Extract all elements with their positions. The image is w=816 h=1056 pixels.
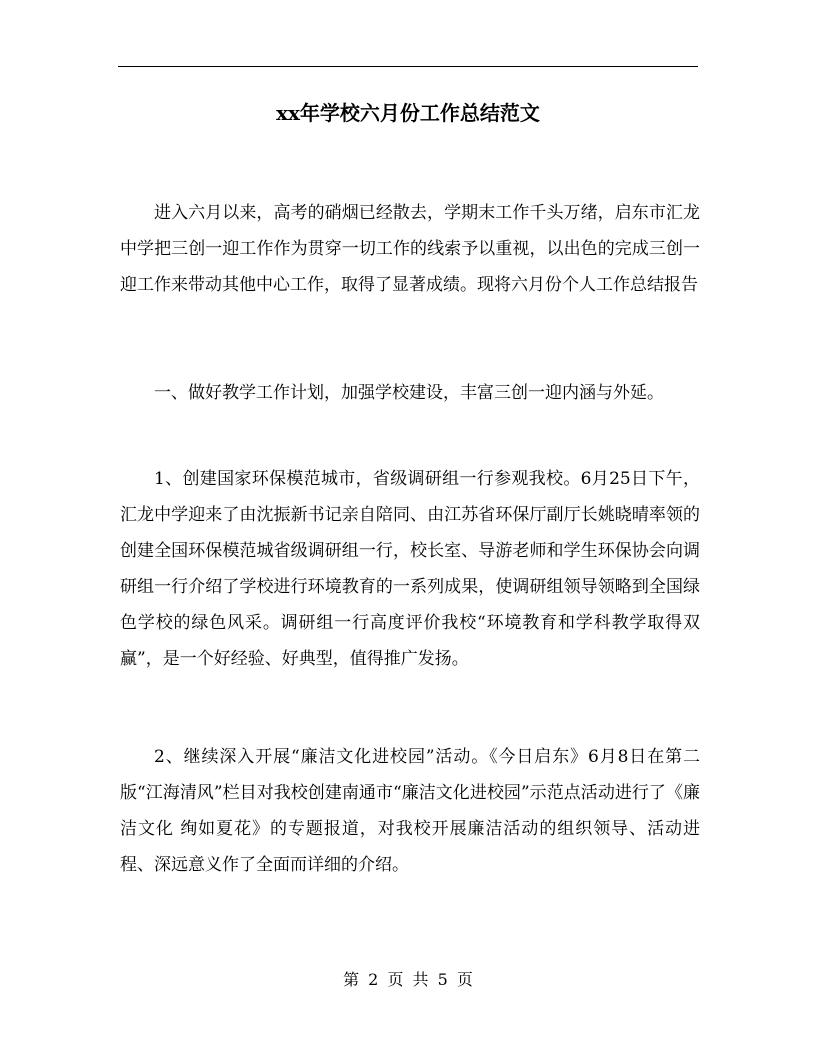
paragraph-item-1: 1、创建国家环保模范城市，省级调研组一行参观我校。6月25日下午，汇龙中学迎来了由沈振新书记亲自陪同、由江苏省环保厅副厅长姚晓晴率领的创建全国环保模范城省级调研组一行，校长室、导游老师和学生环保协会向调研组一行介绍了学校进行环境教育的一系列成果，使调研组领导领略到全国绿色学校的绿色风采。调研组一行高度评价我校“环境教育和学科教学取得双赢”，是一个好经验、好典型，值得推广发扬。: [120, 469, 700, 669]
paragraph-spacer: [120, 411, 700, 461]
paragraph-item-2: 2、继续深入开展“廉洁文化进校园”活动。《今日启东》6月8日在第二版“江海清风”栏目对我校创建南通市“廉洁文化进校园”示范点活动进行了《廉洁文化 绚如夏花》的专题报道，对我校开展廉洁活动的组织领导、活动进程、深远意义作了全面而详细的介绍。: [120, 747, 700, 875]
section-heading-1: 一、做好教学工作计划，加强学校建设，丰富三创一迎内涵与外延。: [154, 383, 664, 403]
paragraph-spacer: [120, 677, 700, 739]
document-title: xx年学校六月份工作总结范文: [276, 101, 540, 125]
header-rule: [118, 66, 698, 67]
document-body: [120, 195, 700, 883]
paragraph-intro: 进入六月以来，高考的硝烟已经散去，学期末工作千头万绪，启东市汇龙中学把三创一迎工作作为贯穿一切工作的线索予以重视，以出色的完成三创一迎工作来带动其他中心工作，取得了显著成绩。现将六月份个人工作总结报告: [120, 203, 700, 295]
page-number: 第 2 页 共 5 页: [343, 970, 473, 989]
paragraph-spacer: [120, 303, 700, 375]
